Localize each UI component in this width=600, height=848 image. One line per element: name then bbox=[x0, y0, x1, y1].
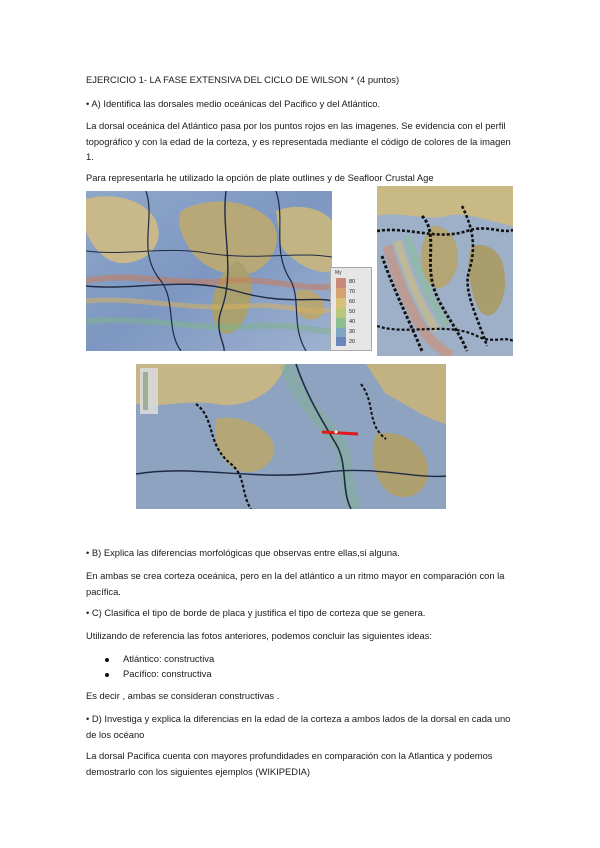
bullet-list-item bbox=[105, 666, 537, 682]
age-legend bbox=[330, 267, 372, 351]
world-map-crustal-age-image bbox=[86, 191, 332, 351]
question-c: • C) Clasifica el tipo de borde de placa y justifica el tipo de corteza que se genera. bbox=[86, 607, 426, 618]
answer-b: En ambas se crea corteza oceánica, pero en la del atlántico a un ritmo mayor en comparación con la pacífica. bbox=[86, 570, 505, 597]
legend-title: My bbox=[335, 270, 342, 276]
question-a: • A) Identifica las dorsales medio oceánicas del Pacifico y del Atlántico. bbox=[86, 98, 381, 109]
legend-label: 20 bbox=[349, 339, 356, 345]
atlantic-ridge-map-image bbox=[377, 186, 513, 356]
bullet-list-item bbox=[105, 651, 537, 667]
question-d: • D) Investiga y explica la diferencias en la edad de la corteza a ambos lados de la dorsal en cada uno de los océano bbox=[86, 713, 511, 740]
legend-color-bar bbox=[336, 278, 346, 346]
legend-label: 40 bbox=[349, 319, 356, 325]
answer-a: La dorsal oceánica del Atlántico pasa por los puntos rojos en las imagenes. Se evidencia con el perfil topográfico y con la edad de la corteza, y es representada mediante el código de colores de la imagen 1. bbox=[86, 120, 511, 162]
legend-label: 50 bbox=[349, 309, 356, 315]
legend-label: 80 bbox=[349, 279, 356, 285]
question-b: • B) Explica las diferencias morfológicas que observas entre ellas,si alguna. bbox=[86, 547, 400, 558]
bullet-icon bbox=[105, 658, 109, 662]
answer-d: La dorsal Pacifica cuenta con mayores profundidades en comparación con la Atlantica y podemos demostrarlo con los siguientes ejemplos (WIKIPEDIA) bbox=[86, 750, 493, 777]
answer-c-conclusion: Es decir , ambas se consideran constructivas . bbox=[86, 690, 280, 701]
answer-c-intro: Utilizando de referencia las fotos anteriores, podemos concluir las siguientes ideas: bbox=[86, 630, 433, 641]
legend-label: 30 bbox=[349, 329, 356, 335]
plates-note: Para representarla he utilizado la opción de plate outlines y de Seafloor Crustal Age bbox=[86, 172, 434, 183]
bullet-text: Atlántico: constructiva bbox=[123, 653, 215, 664]
exercise-title: EJERCICIO 1- LA FASE EXTENSIVA DEL CICLO DE WILSON * (4 puntos) bbox=[86, 74, 400, 85]
bullet-text: Pacífico: constructiva bbox=[123, 668, 212, 679]
mid-atlantic-ridge-profile-image bbox=[136, 364, 446, 509]
legend-label: 70 bbox=[349, 289, 356, 295]
bullet-icon bbox=[105, 673, 109, 677]
legend-label: 60 bbox=[349, 299, 356, 305]
